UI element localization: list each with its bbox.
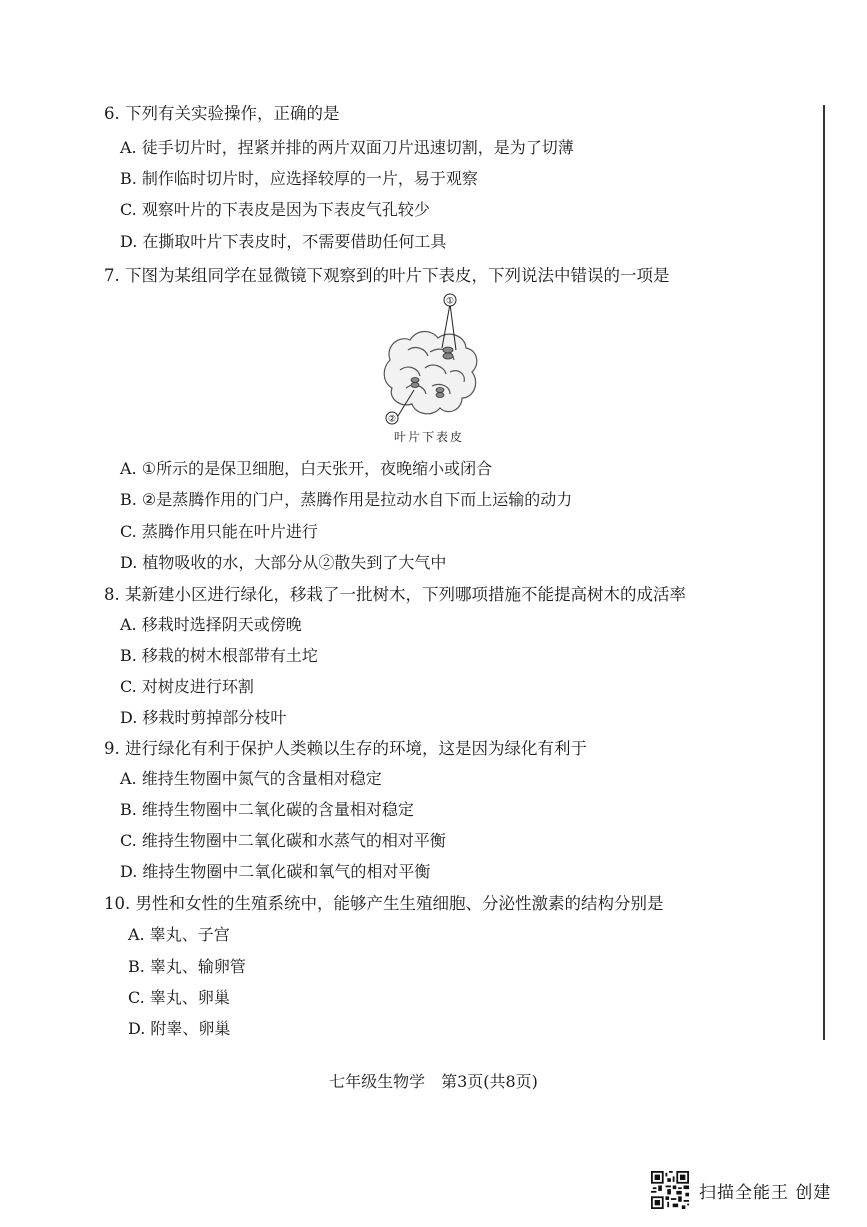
question-10-option-a: A. 睾丸、子宫 xyxy=(128,925,230,944)
figure-label-2: ② xyxy=(387,414,397,425)
question-7-option-b: B. ②是蒸腾作用的门户，蒸腾作用是拉动水自下而上运输的动力 xyxy=(120,490,573,509)
question-6-option-d: D. 在撕取叶片下表皮时，不需要借助任何工具 xyxy=(120,232,447,251)
question-6-option-c: C. 观察叶片的下表皮是因为下表皮气孔较少 xyxy=(120,200,430,219)
question-10-stem: 10. 男性和女性的生殖系统中，能够产生生殖细胞、分泌性激素的结构分别是 xyxy=(104,894,664,913)
question-6-option-a: A. 徒手切片时，捏紧并排的两片双面刀片迅速切割，是为了切薄 xyxy=(120,138,574,157)
question-9-option-b: B. 维持生物圈中二氧化碳的含量相对稳定 xyxy=(120,800,414,819)
question-8-option-b: B. 移栽的树木根部带有土坨 xyxy=(120,646,318,665)
question-9-option-d: D. 维持生物圈中二氧化碳和氧气的相对平衡 xyxy=(120,862,431,881)
question-8-option-a: A. 移栽时选择阴天或傍晚 xyxy=(120,615,302,634)
figure-label-1: ① xyxy=(445,296,455,307)
figure-caption: 叶片下表皮 xyxy=(394,430,465,444)
question-6-option-b: B. 制作临时切片时，应选择较厚的一片，易于观察 xyxy=(120,169,478,188)
scanner-watermark xyxy=(651,1170,831,1210)
question-7-option-a: A. ①所示的是保卫细胞，白天张开，夜晚缩小或闭合 xyxy=(120,459,493,478)
question-7-stem: 7. 下图为某组同学在显微镜下观察到的叶片下表皮，下列说法中错误的一项是 xyxy=(104,266,670,285)
question-7-option-d: D. 植物吸收的水，大部分从②散失到了大气中 xyxy=(120,553,447,572)
question-10-option-c: C. 睾丸、卵巢 xyxy=(128,988,230,1007)
leaf-epidermis-figure xyxy=(370,290,500,450)
question-10-option-b: B. 睾丸、输卵管 xyxy=(128,957,246,976)
watermark-text: 扫描全能王 创建 xyxy=(699,1182,832,1203)
question-8-option-c: C. 对树皮进行环割 xyxy=(120,677,254,696)
question-8-stem: 8. 某新建小区进行绿化，移栽了一批树木，下列哪项措施不能提高树木的成活率 xyxy=(104,585,686,604)
question-9-option-c: C. 维持生物圈中二氧化碳和水蒸气的相对平衡 xyxy=(120,831,446,850)
question-6-stem: 6. 下列有关实验操作，正确的是 xyxy=(104,104,340,123)
page-footer: 七年级生物学 第3页(共8页) xyxy=(329,1072,538,1091)
qr-code-icon xyxy=(651,1171,689,1209)
question-8-option-d: D. 移栽时剪掉部分枝叶 xyxy=(120,708,287,727)
question-9-stem: 9. 进行绿化有利于保护人类赖以生存的环境，这是因为绿化有利于 xyxy=(104,739,587,758)
question-10-option-d: D. 附睾、卵巢 xyxy=(128,1019,231,1038)
question-7-option-c: C. 蒸腾作用只能在叶片进行 xyxy=(120,522,318,541)
question-9-option-a: A. 维持生物圈中氮气的含量相对稳定 xyxy=(120,769,382,788)
margin-rule xyxy=(823,105,825,1040)
